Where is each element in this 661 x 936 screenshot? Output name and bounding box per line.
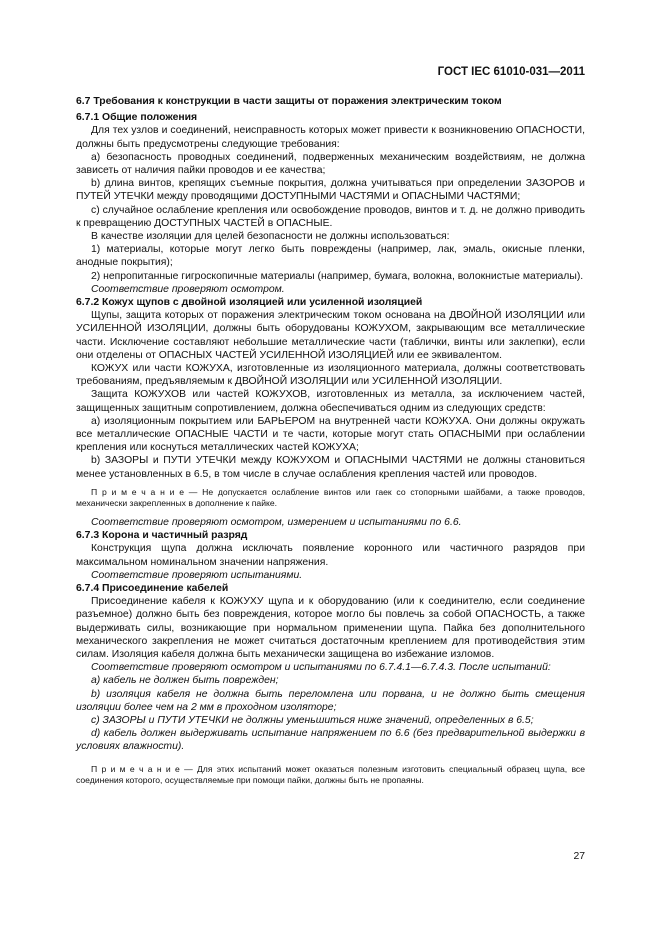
compliance-check: Соответствие проверяют осмотром. [91,283,285,295]
document-body [76,95,585,787]
paragraph: Конструкция щупа должна исключать появление коронного или частичного разрядов при максимальном номинальном значении напряжения. [76,543,585,568]
list-item: c) случайное ослабление крепления или освобождение проводов, винтов и т. д. не должно приводить к превращению ДОСТУПНЫХ ЧАСТЕЙ в ОПАСНЫЕ. [76,204,585,229]
list-item: b) длина винтов, крепящих съемные покрытия, должна учитываться при определении ЗАЗОРОВ и ПУТЕЙ УТЕЧКИ между проводящими ДОСТУПНЫМИ ЧАСТЯМИ и ОПАСНЫМИ ЧАСТЯМИ; [76,178,585,203]
subsection-title-6-7-2: 6.7.2 Кожух щупов с двойной изоляцией или усиленной изоляцией [76,297,423,309]
paragraph: Защита КОЖУХОВ или частей КОЖУХОВ, изготовленных из металла, за исключением частей, защищенных защитным сопротивлением, должна обеспечиваться одним из следующих средств: [76,389,585,414]
paragraph: Присоединение кабеля к КОЖУХУ щупа и к оборудованию (или к соединителю, если соединение разъемное) должно быть без повреждения, которое могло бы повлечь за собой ОПАСНОСТЬ, а также выдерживать силы, возникающие при нормальном применении щупа. Пайка без дополнительного механического закрепления не может считаться достаточным креплением для противодействия этим силам. Изоляция кабеля должна быть механически защищена во избежание изломов. [76,596,585,660]
note-label: П р и м е ч а н и е [91,763,180,774]
note-label: П р и м е ч а н и е [91,486,184,497]
subsection-title-6-7-3: 6.7.3 Корона и частичный разряд [76,530,248,542]
list-item: a) кабель не должен быть поврежден; [91,675,279,687]
compliance-check: Соответствие проверяют испытаниями. [91,569,303,581]
standard-header: ГОСТ IEC 61010-031—2011 [437,66,585,78]
section-title: 6.7 Требования к конструкции в части защиты от поражения электрическим током [76,96,502,107]
subsection-title-6-7-1: 6.7.1 Общие положения [76,112,198,124]
list-item: 1) материалы, которые могут легко быть повреждены (например, лак, эмаль, окисные пленки, анодные покрытия); [76,244,585,269]
note-text: — Не допускается ослабление винтов или гаек со стопорными шайбами, а также проводов, механически закрепленных в дополнение к пайке. [76,486,586,509]
list-item: b) ЗАЗОРЫ и ПУТИ УТЕЧКИ между КОЖУХОМ и ОПАСНЫМИ ЧАСТЯМИ не должны становиться менее установленных в 6.5, в том числе в случае ослабления крепления частей или проводов. [76,455,585,480]
list-item: c) ЗАЗОРЫ и ПУТИ УТЕЧКИ не должны уменьшиться ниже значений, определенных в 6.5; [91,714,534,726]
list-item: 2) непропитанные гигроскопичные материалы (например, бумага, волокна, волокнистые материалы). [91,270,584,282]
list-item: a) изоляционным покрытием или БАРЬЕРОМ на внутренней части КОЖУХА. Они должны окружать все металлические ОПАСНЫЕ ЧАСТИ и те части, которые могут стать ОПАСНЫМИ при ослаблении крепления или коснуться металлических частей КОЖУХА; [76,415,585,454]
list-item: a) безопасность проводных соединений, подверженных механическим воздействиям, не должна зависеть от наличия пайки проводов и ее качества; [76,151,585,177]
subsection-title-6-7-4: 6.7.4 Присоединение кабелей [76,582,229,594]
paragraph: КОЖУХ или части КОЖУХА, изготовленные из изоляционного материала, должны соответствовать требованиям, предъявляемым к ДВОЙНОЙ ИЗОЛЯЦИИ или УСИЛЕННОЙ ИЗОЛЯЦИИ. [76,363,585,388]
list-item: d) кабель должен выдерживать испытание напряжением по 6.6 (без предварительной выдержки в условиях влажности). [76,728,585,753]
note [76,487,585,510]
paragraph: В качестве изоляции для целей безопасности не должны использоваться: [91,231,450,243]
list-item: b) изоляция кабеля не должна быть переломлена или порвана, и не должно быть смещения изоляции более чем на 2 мм в проходном изоляторе; [76,688,585,713]
paragraph: Для тех узлов и соединений, неисправность которых может привести к возникновению ОПАСНОСТИ, должны быть предусмотрены следующие требования: [76,125,585,150]
paragraph: Щупы, защита которых от поражения электрическим током основана на ДВОЙНОЙ ИЗОЛЯЦИИ или УСИЛЕННОЙ ИЗОЛЯЦИИ, должны быть оборудованы КОЖУХОМ, закрывающим все металлические части. Исключение составляют небольшие металлические части (таблички, винты или заклепки), если они отделены от ОПАСНЫХ ЧАСТЕЙ УСИЛЕННОЙ ИЗОЛЯЦИЕЙ или ее эквивалентом. [76,310,585,361]
note [76,764,585,787]
note-text: — Для этих испытаний может оказаться полезным изготовить специальный образец щупа, все соединения которого, осуществляемые при помощи пайки, должны быть не пропаяны. [76,763,586,786]
compliance-check: Соответствие проверяют осмотром и испытаниями по 6.7.4.1—6.7.4.3. После испытаний: [91,662,551,674]
compliance-check: Соответствие проверяют осмотром, измерением и испытаниями по 6.6. [91,516,462,528]
page-number: 27 [573,851,585,862]
